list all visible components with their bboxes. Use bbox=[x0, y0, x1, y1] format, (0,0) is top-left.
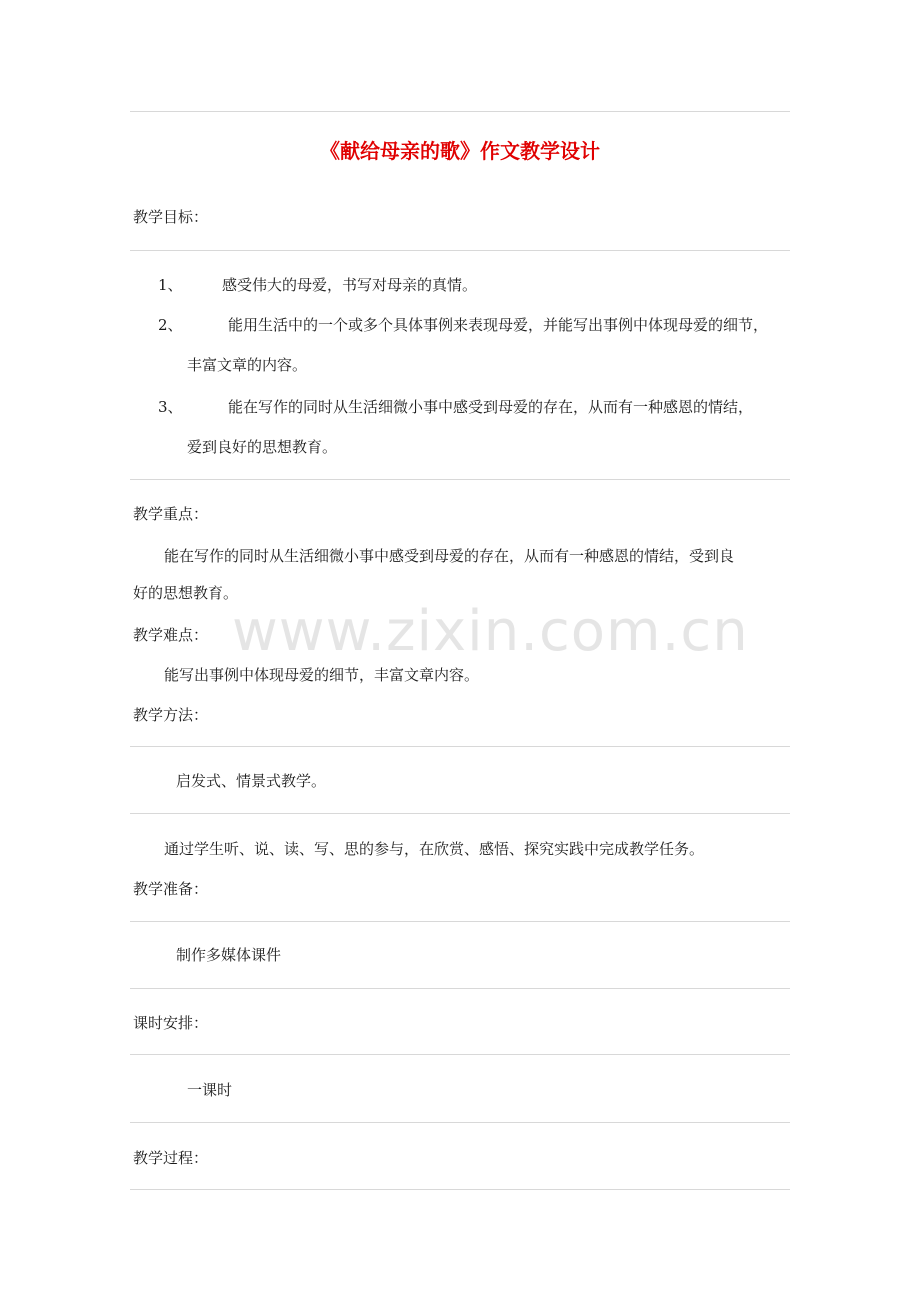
divider bbox=[130, 479, 790, 480]
watermark: www.zixin.com.cn bbox=[232, 599, 749, 664]
divider bbox=[130, 921, 790, 922]
document-title: 《献给母亲的歌》作文教学设计 bbox=[320, 139, 600, 163]
goal-2-text-line2: 丰富文章的内容。 bbox=[187, 356, 308, 374]
divider bbox=[130, 988, 790, 989]
divider bbox=[130, 250, 790, 251]
method-heading: 教学方法： bbox=[133, 706, 209, 724]
goals-heading: 教学目标： bbox=[133, 208, 209, 226]
method-text-2: 通过学生听、说、读、写、思的参与，在欣赏、感悟、探究实践中完成教学任务。 bbox=[164, 840, 705, 858]
difficulty-heading: 教学难点： bbox=[133, 626, 209, 644]
divider bbox=[130, 1054, 790, 1055]
schedule-heading: 课时安排： bbox=[133, 1014, 209, 1032]
goal-2-number: 2、 bbox=[158, 316, 183, 334]
divider bbox=[130, 1122, 790, 1123]
preparation-heading: 教学准备： bbox=[133, 880, 209, 898]
process-heading: 教学过程： bbox=[133, 1149, 209, 1167]
goal-3-number: 3、 bbox=[158, 398, 183, 416]
divider bbox=[130, 746, 790, 747]
goal-2-text-line1: 能用生活中的一个或多个具体事例来表现母爱，并能写出事例中体现母爱的细节， bbox=[228, 316, 769, 334]
key-point-heading: 教学重点： bbox=[133, 505, 209, 523]
divider bbox=[130, 813, 790, 814]
method-text-1: 启发式、情景式教学。 bbox=[176, 772, 327, 790]
key-point-line2: 好的思想教育。 bbox=[133, 584, 239, 602]
goal-3-text-line1: 能在写作的同时从生活细微小事中感受到母爱的存在，从而有一种感恩的情结， bbox=[228, 398, 754, 416]
goal-1-number: 1、 bbox=[158, 276, 183, 294]
divider bbox=[130, 1189, 790, 1190]
goal-1-text: 感受伟大的母爱，书写对母亲的真情。 bbox=[222, 276, 478, 294]
key-point-line1: 能在写作的同时从生活细微小事中感受到母爱的存在，从而有一种感恩的情结，受到良 bbox=[164, 547, 735, 565]
divider bbox=[130, 111, 790, 112]
difficulty-text: 能写出事例中体现母爱的细节，丰富文章内容。 bbox=[164, 666, 480, 684]
preparation-text: 制作多媒体课件 bbox=[176, 946, 282, 964]
schedule-text: 一课时 bbox=[187, 1081, 233, 1099]
goal-3-text-line2: 爱到良好的思想教育。 bbox=[187, 438, 338, 456]
